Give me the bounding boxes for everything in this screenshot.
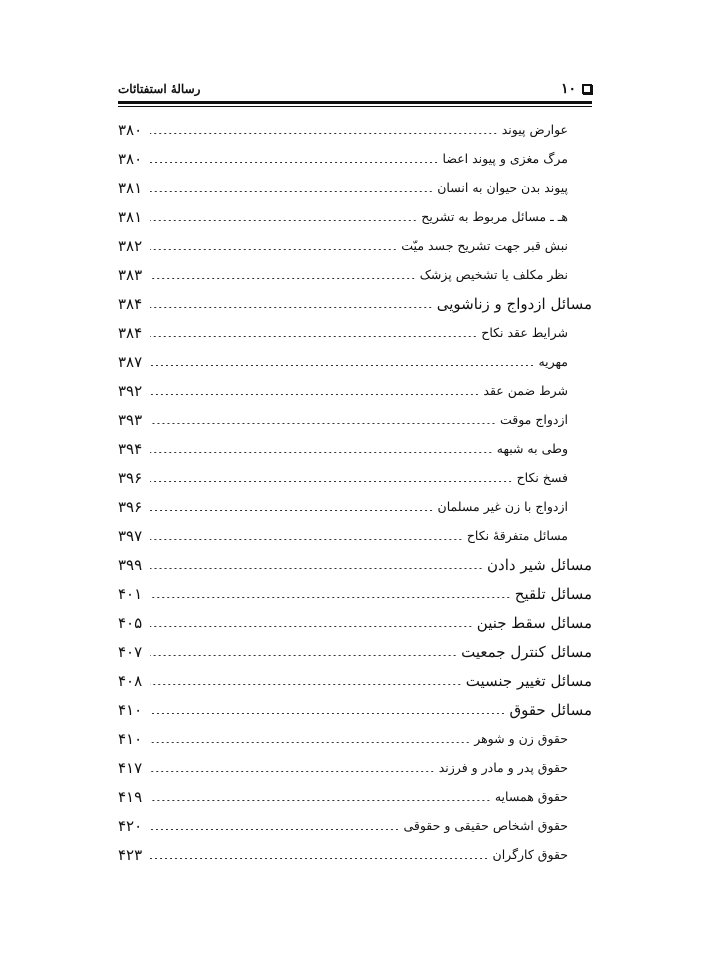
toc-entry-title: مسائل تلقیح [514, 584, 592, 603]
dot-leader [150, 539, 463, 540]
dot-leader [150, 162, 439, 163]
toc-entry-title: وطی به شبهه [496, 441, 568, 456]
toc-entry [118, 347, 592, 376]
toc-entry-page: ۳۹۶ [118, 468, 143, 487]
toc-entry-page: ۳۸۴ [118, 323, 143, 342]
dot-leader [150, 655, 457, 656]
dot-leader [150, 713, 505, 714]
toc-entry [118, 666, 592, 695]
toc-entry [118, 811, 592, 840]
toc-entry [118, 753, 592, 782]
toc-entry-title: پیوند بدن حیوان به انسان [437, 180, 568, 195]
toc-entry-page: ۴۱۷ [118, 758, 143, 777]
dot-leader [150, 278, 416, 279]
toc-entry [118, 115, 592, 144]
toc-entry [118, 405, 592, 434]
toc-entry-page: ۳۹۴ [118, 439, 143, 458]
toc-entry-page: ۳۸۱ [118, 207, 143, 226]
toc-entry-title: مسائل حقوق [509, 700, 592, 719]
toc-entry-title: عوارض پیوند [501, 122, 568, 137]
toc-entry [118, 608, 592, 637]
toc-entry-page: ۳۸۲ [118, 236, 143, 255]
dot-leader [150, 249, 397, 250]
dot-leader [150, 858, 489, 859]
toc-entry-page: ۳۹۹ [118, 555, 143, 574]
toc-entry-page: ۴۰۱ [118, 584, 143, 603]
toc-entry-title: شرایط عقد نکاح [481, 325, 568, 340]
toc-entry-page: ۳۹۷ [118, 526, 143, 545]
dot-leader [150, 626, 473, 627]
toc-entry-page: ۴۲۳ [118, 845, 143, 864]
toc-entry [118, 376, 592, 405]
toc-entry [118, 231, 592, 260]
toc-entry [118, 637, 592, 666]
toc-entry-page: ۳۸۱ [118, 178, 143, 197]
dot-leader [150, 336, 477, 337]
header-page-number: ۱۰ [560, 81, 576, 97]
toc-entry-title: حقوق پدر و مادر و فرزند [438, 760, 568, 775]
dot-leader [150, 452, 493, 453]
toc-entry-page: ۴۱۹ [118, 787, 143, 806]
toc-entry-title: نبش قبر جهت تشریح جسد میّت [401, 238, 568, 253]
header-rule-thick [118, 101, 592, 104]
toc-entry-page: ۴۲۰ [118, 816, 143, 835]
toc-entry [118, 260, 592, 289]
toc-entry-title: حقوق کارگران [492, 847, 568, 862]
toc-entry-title: مسائل تغییر جنسیت [465, 671, 592, 690]
toc-entry-title: حقوق زن و شوهر [474, 731, 568, 746]
toc-entry-page: ۳۹۳ [118, 410, 143, 429]
dot-leader [150, 829, 399, 830]
dot-leader [150, 394, 479, 395]
toc-entry-title: ازدواج با زن غیر مسلمان [437, 499, 568, 514]
dot-leader [150, 510, 434, 511]
table-of-contents [118, 115, 592, 869]
dot-leader [150, 423, 496, 424]
toc-entry-title: حقوق اشخاص حقیقی و حقوقی [403, 818, 568, 833]
toc-entry-title: مسائل شیر دادن [487, 555, 592, 574]
toc-entry-title: مسائل کنترل جمعیت [461, 642, 592, 661]
square-bullet-icon [582, 84, 592, 94]
toc-entry-title: فسخ نکاح [516, 470, 568, 485]
dot-leader [150, 742, 470, 743]
running-header [118, 76, 592, 102]
toc-entry-page: ۳۸۰ [118, 149, 143, 168]
toc-entry [118, 579, 592, 608]
dot-leader [150, 481, 513, 482]
toc-entry [118, 695, 592, 724]
toc-entry-title: شرط ضمن عقد [483, 383, 568, 398]
toc-entry-title: مرگ مغزی و پیوند اعضا [442, 151, 568, 166]
toc-entry [118, 724, 592, 753]
toc-entry-page: ۴۰۵ [118, 613, 143, 632]
dot-leader [150, 597, 511, 598]
toc-entry-page: ۳۸۷ [118, 352, 143, 371]
toc-entry-title: هـ ـ مسائل مربوط به تشریح [421, 209, 568, 224]
toc-entry [118, 550, 592, 579]
toc-entry-page: ۴۰۷ [118, 642, 143, 661]
toc-entry-page: ۴۱۰ [118, 729, 143, 748]
header-book-title: رسالهٔ استفتائات [118, 82, 201, 96]
dot-leader [150, 307, 433, 308]
toc-entry-title: مسائل متفرقهٔ نکاح [466, 528, 568, 543]
toc-entry-page: ۴۱۰ [118, 700, 143, 719]
toc-entry [118, 782, 592, 811]
dot-leader [150, 771, 435, 772]
toc-entry-title: ازدواج موقت [499, 412, 568, 427]
toc-entry [118, 144, 592, 173]
toc-entry [118, 492, 592, 521]
toc-entry [118, 202, 592, 231]
toc-entry [118, 840, 592, 869]
toc-entry-page: ۳۹۲ [118, 381, 143, 400]
dot-leader [150, 220, 417, 221]
dot-leader [150, 568, 483, 569]
toc-entry-title: مهریه [538, 354, 568, 369]
toc-entry [118, 434, 592, 463]
toc-entry-title: مسائل سقط جنین [476, 613, 592, 632]
dot-leader [150, 191, 433, 192]
header-page-marker [561, 81, 592, 97]
toc-entry-page: ۳۹۶ [118, 497, 143, 516]
toc-entry-page: ۴۰۸ [118, 671, 143, 690]
toc-entry-page: ۳۸۰ [118, 120, 143, 139]
toc-entry [118, 318, 592, 347]
dot-leader [150, 365, 534, 366]
toc-entry-title: نظر مکلف یا تشخیص پزشک [419, 267, 568, 282]
dot-leader [150, 684, 462, 685]
toc-entry-title: مسائل ازدواج و زناشویی [436, 294, 592, 313]
toc-entry-page: ۳۸۴ [118, 294, 143, 313]
toc-entry [118, 521, 592, 550]
toc-entry [118, 289, 592, 318]
header-rule-thin [118, 106, 592, 107]
toc-entry [118, 173, 592, 202]
toc-entry-page: ۳۸۳ [118, 265, 143, 284]
toc-entry [118, 463, 592, 492]
dot-leader [150, 133, 498, 134]
toc-entry-title: حقوق همسایه [494, 789, 568, 804]
dot-leader [150, 800, 491, 801]
